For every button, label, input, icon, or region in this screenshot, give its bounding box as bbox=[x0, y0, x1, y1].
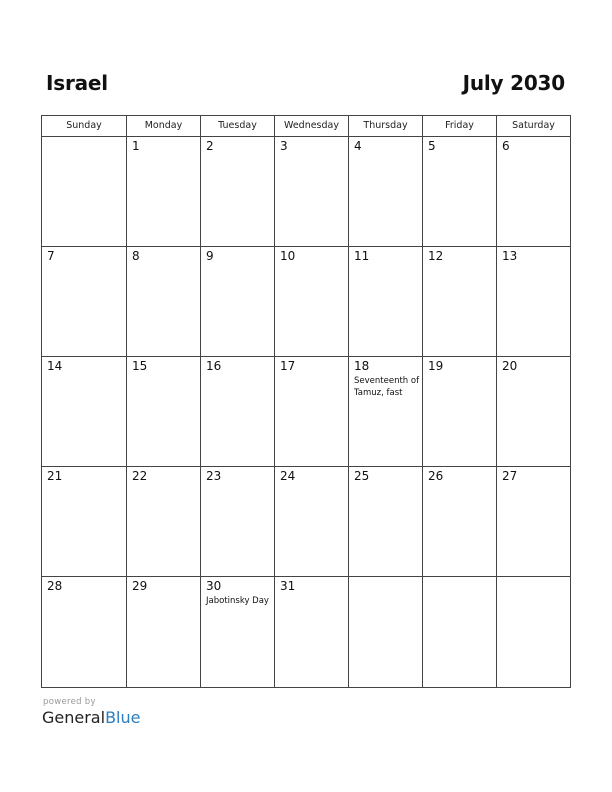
day-cell bbox=[497, 577, 570, 687]
day-cell bbox=[423, 137, 497, 247]
day-number: 3 bbox=[280, 139, 288, 153]
holiday-label: Jabotinsky Day bbox=[206, 596, 269, 606]
day-cell bbox=[423, 357, 497, 467]
day-cell bbox=[349, 357, 423, 467]
day-number: 23 bbox=[206, 469, 222, 483]
day-cell bbox=[201, 467, 275, 577]
brand-blue-text: Blue bbox=[105, 708, 141, 727]
day-number: 7 bbox=[47, 249, 55, 263]
day-number: 18 bbox=[354, 359, 370, 373]
day-number: 6 bbox=[502, 139, 510, 153]
day-number: 15 bbox=[132, 359, 148, 373]
day-number: 16 bbox=[206, 359, 222, 373]
day-cell bbox=[497, 357, 570, 467]
day-number: 29 bbox=[132, 579, 148, 593]
day-number: 2 bbox=[206, 139, 214, 153]
day-cell bbox=[275, 357, 349, 467]
day-cell bbox=[423, 577, 497, 687]
day-number: 19 bbox=[428, 359, 444, 373]
country-title: Israel bbox=[46, 71, 108, 95]
day-number: 4 bbox=[354, 139, 362, 153]
day-number: 14 bbox=[47, 359, 63, 373]
day-cell bbox=[349, 577, 423, 687]
day-number: 13 bbox=[502, 249, 518, 263]
day-cell bbox=[42, 247, 127, 357]
day-cell bbox=[349, 467, 423, 577]
day-cell bbox=[349, 247, 423, 357]
day-number: 12 bbox=[428, 249, 444, 263]
day-cell bbox=[201, 137, 275, 247]
month-year-title: July 2030 bbox=[462, 71, 565, 95]
day-number: 11 bbox=[354, 249, 370, 263]
day-cell bbox=[42, 577, 127, 687]
day-cell bbox=[201, 357, 275, 467]
day-number: 28 bbox=[47, 579, 63, 593]
day-cell bbox=[201, 577, 275, 687]
day-cell bbox=[349, 137, 423, 247]
day-cell bbox=[127, 247, 201, 357]
day-number: 5 bbox=[428, 139, 436, 153]
day-number: 9 bbox=[206, 249, 214, 263]
day-number: 1 bbox=[132, 139, 140, 153]
weekday-header-sunday: Sunday bbox=[42, 116, 127, 137]
day-cell bbox=[275, 467, 349, 577]
day-number: 22 bbox=[132, 469, 148, 483]
day-cell bbox=[127, 357, 201, 467]
day-number: 10 bbox=[280, 249, 296, 263]
day-cell bbox=[497, 467, 570, 577]
weekday-header-saturday: Saturday bbox=[497, 116, 570, 137]
day-cell bbox=[423, 247, 497, 357]
day-cell bbox=[42, 357, 127, 467]
day-number: 27 bbox=[502, 469, 518, 483]
day-cell bbox=[275, 577, 349, 687]
day-cell bbox=[497, 247, 570, 357]
weekday-header-monday: Monday bbox=[127, 116, 201, 137]
day-number: 24 bbox=[280, 469, 296, 483]
generalblue-logo bbox=[42, 708, 140, 727]
day-number: 21 bbox=[47, 469, 63, 483]
day-number: 31 bbox=[280, 579, 296, 593]
day-cell bbox=[42, 137, 127, 247]
calendar-grid bbox=[41, 115, 571, 688]
day-cell bbox=[497, 137, 570, 247]
day-cell bbox=[127, 137, 201, 247]
day-cell bbox=[42, 467, 127, 577]
day-number: 20 bbox=[502, 359, 518, 373]
day-number: 25 bbox=[354, 469, 370, 483]
day-number: 30 bbox=[206, 579, 222, 593]
day-cell bbox=[275, 247, 349, 357]
weekday-header-friday: Friday bbox=[423, 116, 497, 137]
day-number: 17 bbox=[280, 359, 296, 373]
day-number: 26 bbox=[428, 469, 444, 483]
weekday-header-wednesday: Wednesday bbox=[275, 116, 349, 137]
day-cell bbox=[201, 247, 275, 357]
day-cell bbox=[127, 467, 201, 577]
day-cell bbox=[275, 137, 349, 247]
day-cell bbox=[127, 577, 201, 687]
powered-by-label: powered by bbox=[43, 697, 96, 707]
holiday-label: Seventeenth of Tamuz, fast bbox=[354, 376, 420, 398]
weekday-header-thursday: Thursday bbox=[349, 116, 423, 137]
weekday-header-tuesday: Tuesday bbox=[201, 116, 275, 137]
brand-general-text: General bbox=[42, 708, 106, 727]
day-cell bbox=[423, 467, 497, 577]
day-number: 8 bbox=[132, 249, 140, 263]
